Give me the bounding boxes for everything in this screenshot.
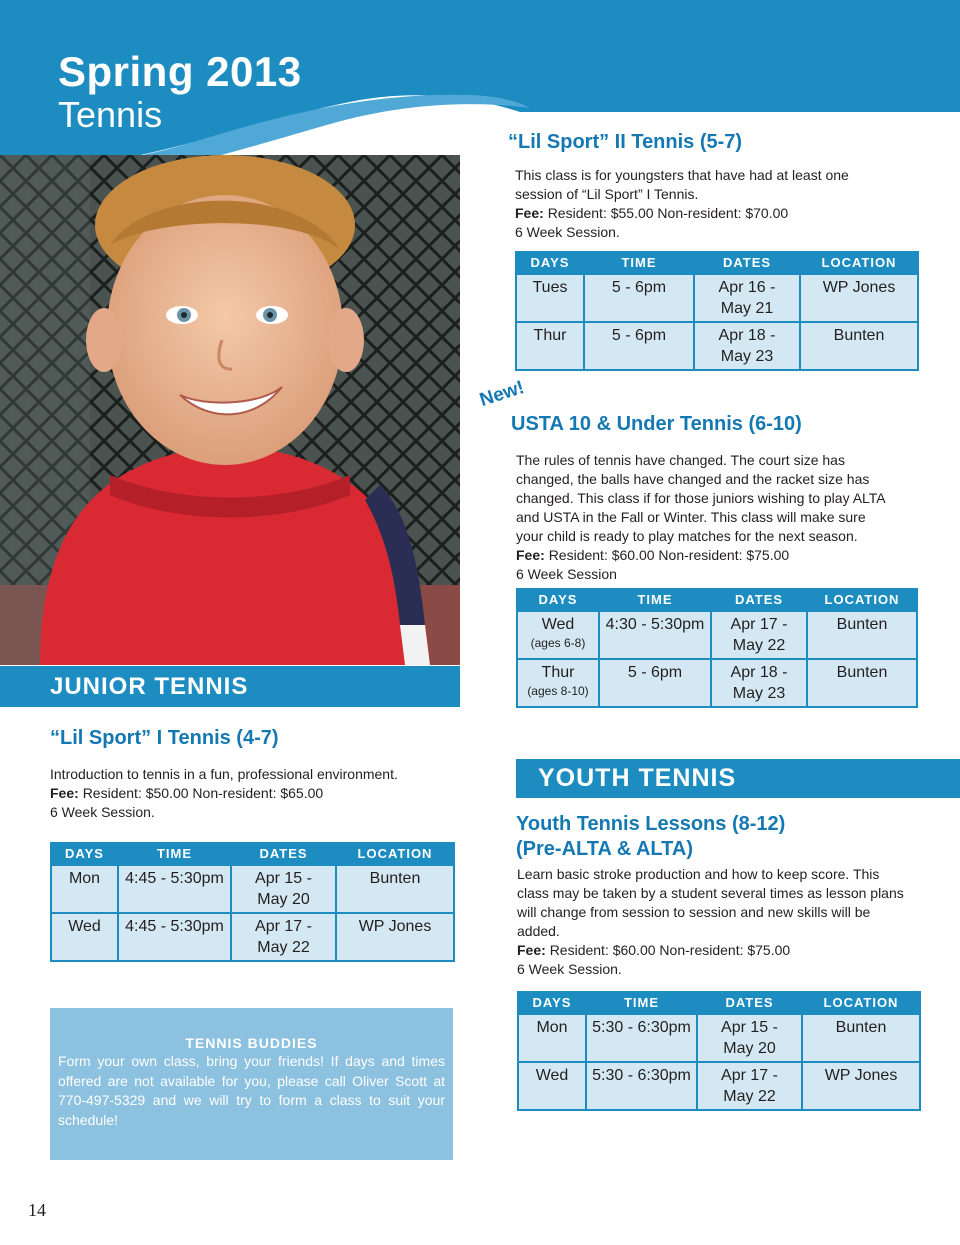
cell-location: WP Jones [336,913,454,961]
cell-time: 5:30 - 6:30pm [586,1014,697,1062]
cell-location: Bunten [807,611,917,659]
tennis-buddies-text: Form your own class, bring your friends! If days and times offered are not available for you, please call Oliver Scott at 770-497-5329 and we will try to form a class to suit your schedule! [58,1053,445,1128]
usta-fee: Fee: Resident: $60.00 Non-resident: $75.00 [516,547,790,563]
table-row [517,659,917,707]
cell-days: Tues [516,274,584,322]
cell-days: Mon [51,865,118,913]
cell-location: Bunten [807,659,917,707]
cell-time: 4:45 - 5:30pm [118,865,231,913]
youth-desc-line: Learn basic stroke production and how to keep score. This [517,866,880,882]
usta-desc-line: The rules of tennis have changed. The court size has [516,452,845,468]
lil-sport-1-fee: Fee: Resident: $50.00 Non-resident: $65.00 [50,785,324,801]
column-header-time: TIME [586,991,697,1014]
cell-dates: Apr 18 - May 23 [694,322,800,370]
table-row [51,865,454,913]
lil-sport-1-description [50,765,460,822]
usta-desc-line: changed. This class if for those juniors wishing to play ALTA [516,490,886,506]
column-header-days: DAYS [518,991,586,1014]
page-number: 14 [28,1200,46,1220]
cell-location: Bunten [802,1014,920,1062]
youth-desc-line: class may be taken by a student several times as lesson plans [517,885,904,901]
youth-description [517,865,937,979]
cell-location: Bunten [336,865,454,913]
youth-desc-line: added. [517,923,560,939]
column-header-dates: DATES [694,251,800,274]
page-title: Spring 2013 [58,48,302,95]
column-header-days: DAYS [51,842,118,865]
usta-desc-line: and USTA in the Fall or Winter. This class will make sure [516,509,866,525]
table-row [516,274,918,322]
youth-tennis-band: YOUTH TENNIS [516,759,960,798]
cell-dates: Apr 16 - May 21 [694,274,800,322]
cell-time: 5 - 6pm [599,659,711,707]
youth-desc-line: will change from session to session and new skills will be [517,904,871,920]
junior-tennis-band: JUNIOR TENNIS [0,666,460,707]
youth-session: 6 Week Session. [517,961,622,977]
column-header-days: DAYS [517,588,599,611]
cell-dates: Apr 17 - May 22 [711,611,807,659]
cell-days: Mon [518,1014,586,1062]
column-header-location: LOCATION [336,842,454,865]
column-header-time: TIME [584,251,694,274]
lil-sport-2-fee: Fee: Resident: $55.00 Non-resident: $70.00 [515,205,789,221]
lil-sport-1-intro: Introduction to tennis in a fun, professional environment. [50,766,398,782]
cell-location: Bunten [800,322,918,370]
cell-location: WP Jones [800,274,918,322]
column-header-time: TIME [118,842,231,865]
cell-days: Thur [516,322,584,370]
column-header-dates: DATES [697,991,802,1014]
cell-days: Wed [518,1062,586,1110]
column-header-days: DAYS [516,251,584,274]
cell-time: 4:45 - 5:30pm [118,913,231,961]
lil-sport-2-schedule-table [515,251,919,371]
table-row [516,322,918,370]
lil-sport-2-desc-line: session of “Lil Sport” I Tennis. [515,186,699,202]
cell-dates: Apr 15 - May 20 [231,865,336,913]
column-header-dates: DATES [231,842,336,865]
lil-sport-2-desc-line: This class is for youngsters that have had at least one [515,167,849,183]
lil-sport-2-session: 6 Week Session. [515,224,620,240]
usta-desc-line: your child is ready to play matches for the next season. [516,528,858,544]
column-header-location: LOCATION [800,251,918,274]
youth-title [516,812,785,862]
column-header-time: TIME [599,588,711,611]
lil-sport-1-title: “Lil Sport” I Tennis (4-7) [50,727,279,749]
cell-time: 5 - 6pm [584,322,694,370]
table-row [518,1014,920,1062]
cell-dates: Apr 18 - May 23 [711,659,807,707]
new-badge: New! [477,377,527,412]
table-row [51,913,454,961]
youth-title-line: (Pre-ALTA & ALTA) [516,838,694,860]
cell-dates: Apr 17 - May 22 [697,1062,802,1110]
column-header-location: LOCATION [807,588,917,611]
tennis-buddies-title: TENNIS BUDDIES [185,1035,318,1051]
youth-schedule-table [517,991,921,1111]
cell-dates: Apr 17 - May 22 [231,913,336,961]
cell-days: Wed [51,913,118,961]
cell-days: Thur (ages 8-10) [517,659,599,707]
usta-session: 6 Week Session [516,566,617,582]
page-subtitle: Tennis [58,94,163,135]
lil-sport-1-schedule-table [50,842,455,962]
cell-location: WP Jones [802,1062,920,1110]
table-row [517,611,917,659]
cell-time: 5 - 6pm [584,274,694,322]
lil-sport-1-session: 6 Week Session. [50,804,155,820]
lil-sport-2-title: “Lil Sport” II Tennis (5-7) [508,131,743,153]
cell-time: 4:30 - 5:30pm [599,611,711,659]
lil-sport-2-description [515,166,935,242]
youth-fee: Fee: Resident: $60.00 Non-resident: $75.00 [517,942,791,958]
table-row [518,1062,920,1110]
child-photo [0,155,460,665]
usta-description [516,451,936,584]
usta-desc-line: changed, the balls have changed and the racket size has [516,471,870,487]
cell-days: Wed (ages 6-8) [517,611,599,659]
cell-dates: Apr 15 - May 20 [697,1014,802,1062]
column-header-location: LOCATION [802,991,920,1014]
usta-title: USTA 10 & Under Tennis (6-10) [511,413,802,435]
cell-time: 5:30 - 6:30pm [586,1062,697,1110]
column-header-dates: DATES [711,588,807,611]
usta-schedule-table [516,588,918,708]
youth-title-line: Youth Tennis Lessons (8-12) [516,813,786,835]
tennis-buddies-box [50,1008,453,1160]
